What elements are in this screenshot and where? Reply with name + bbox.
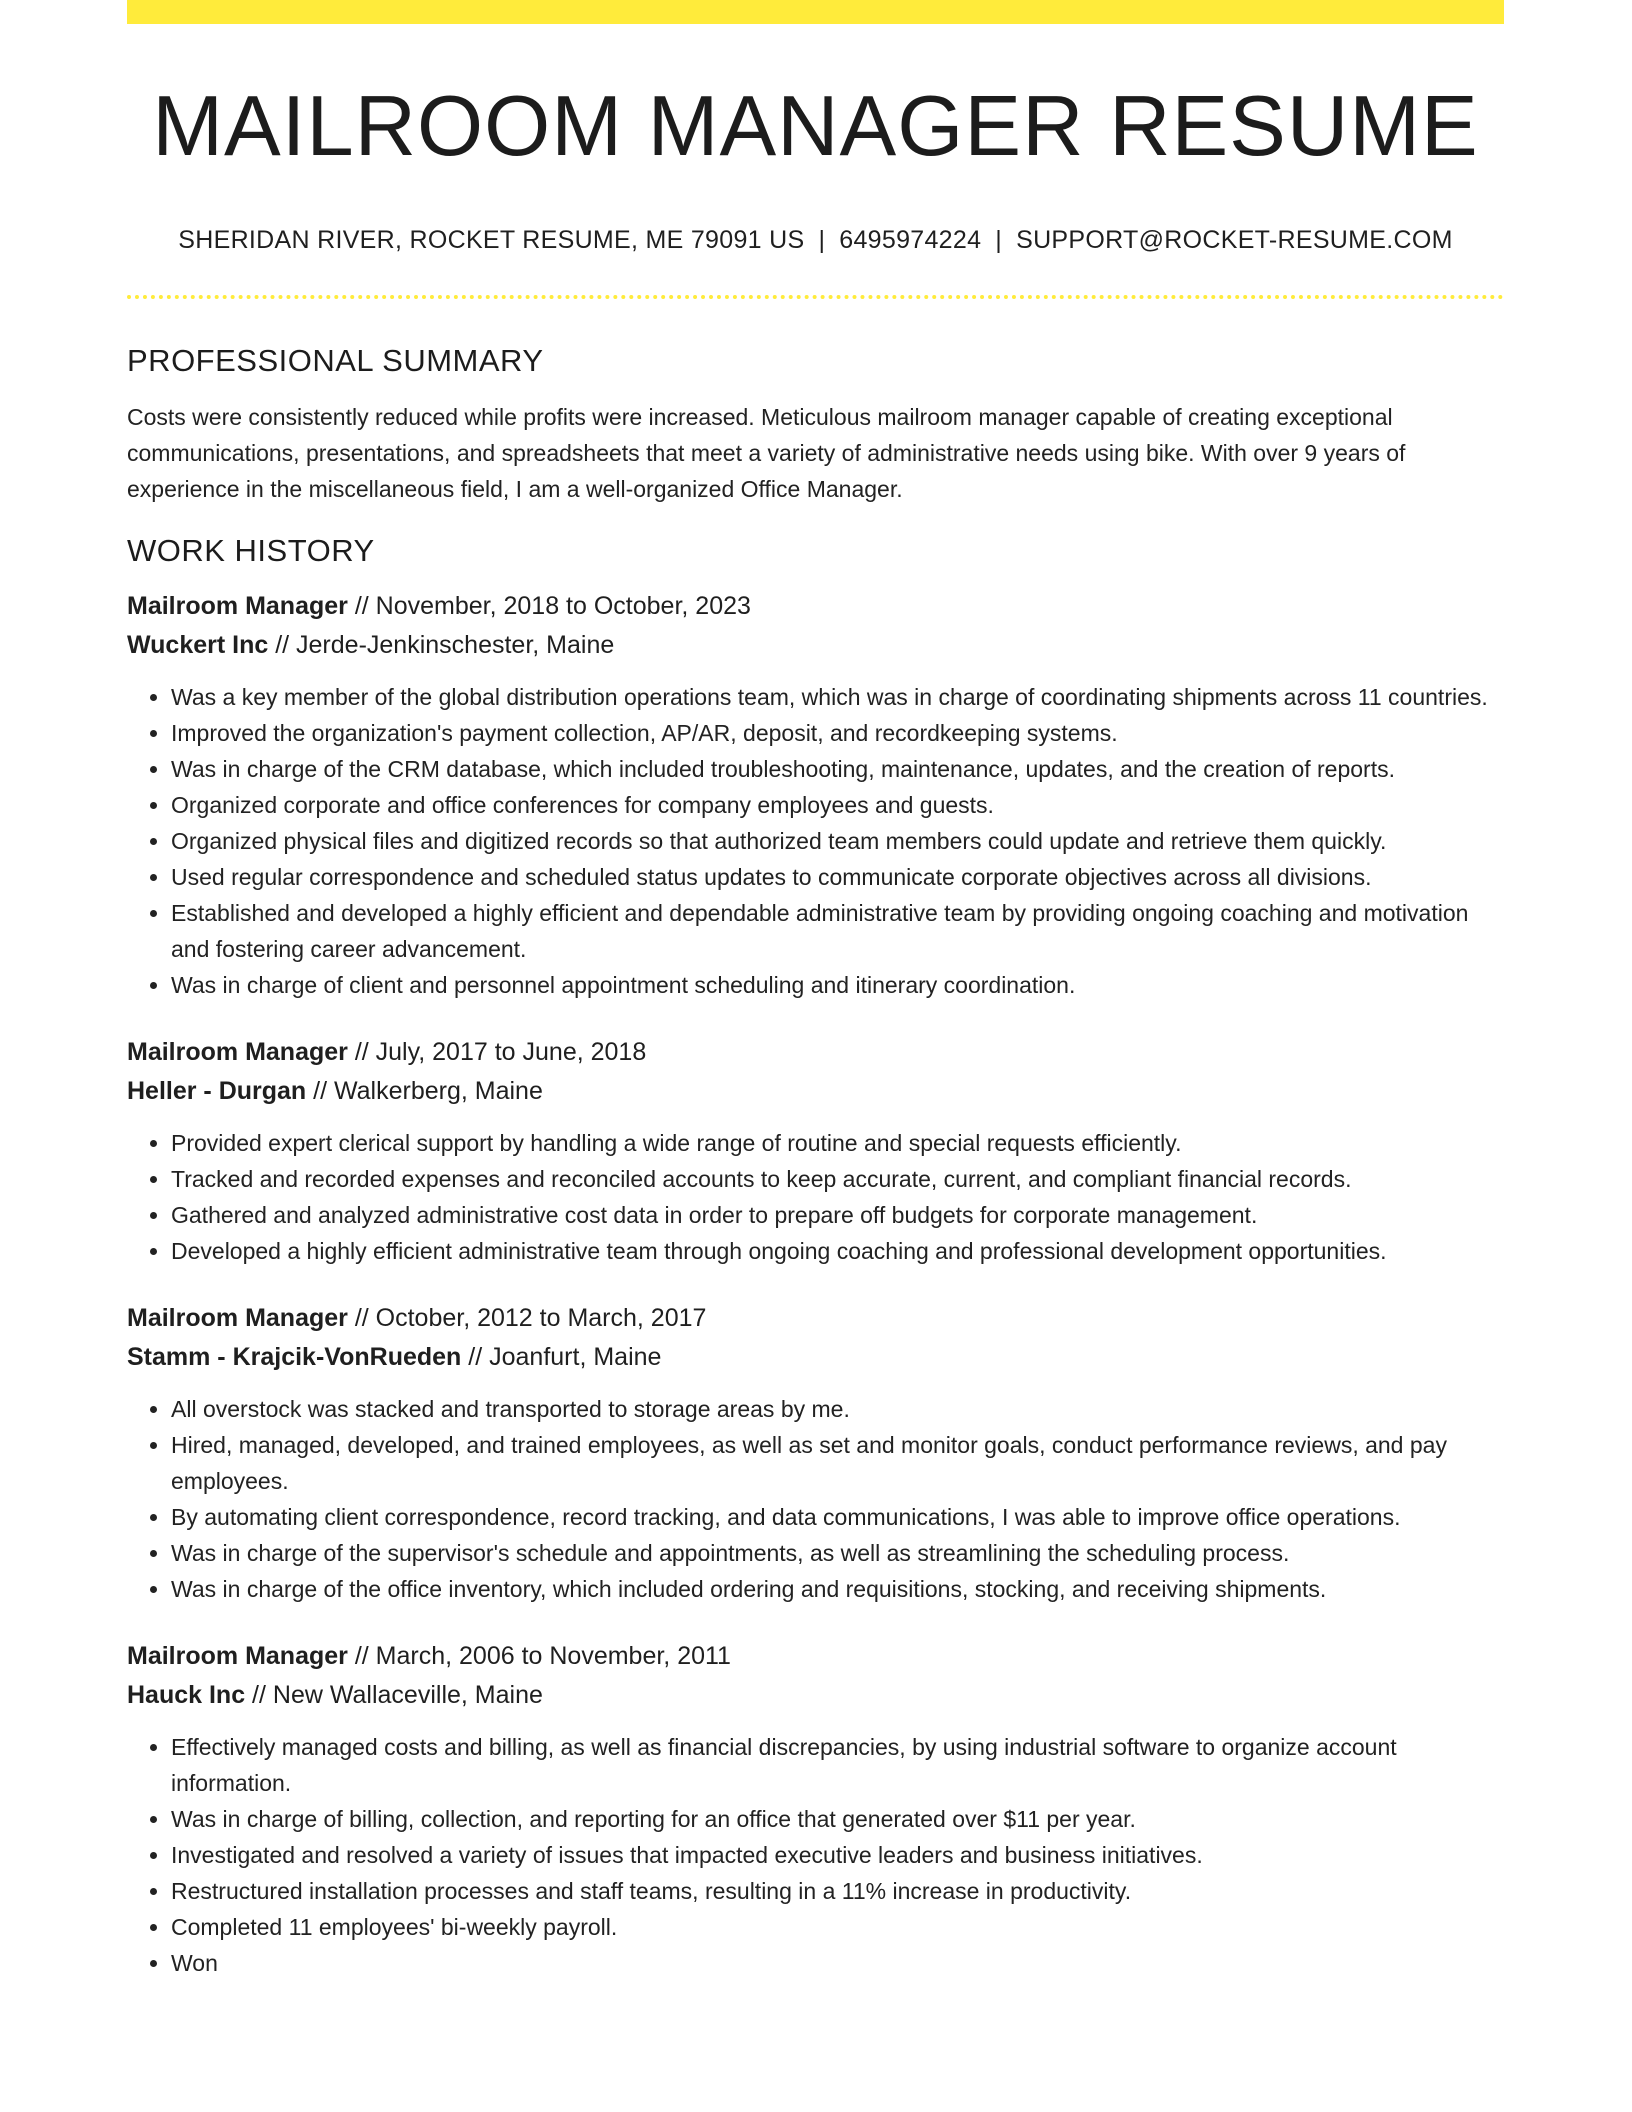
job-dates: // October, 2012 to March, 2017 [347,1303,707,1332]
job-company: Hauck Inc [127,1680,246,1709]
job-entry [127,1637,1504,1981]
bullet-item: • Was in charge of the CRM database, which included troubleshooting, maintenance, updates, and the creation of reports. [171,751,1504,787]
resume-title: MAILROOM MANAGER RESUME [152,79,1479,174]
bullet-item: • Effectively managed costs and billing, as well as financial discrepancies, by using industrial software to organize account information. [171,1729,1504,1801]
job-title-line [127,1033,1504,1072]
bullet-item: • Established and developed a highly efficient and dependable administrative team by providing ongoing coaching and motivation and fostering career advancement. [171,895,1504,967]
job-bullets [127,1125,1504,1269]
contact-address: SHERIDAN RIVER, ROCKET RESUME, ME 79091 US [178,225,805,254]
job-entry [127,587,1504,1003]
job-location: // Walkerberg, Maine [306,1076,543,1105]
resume-page [127,0,1504,1981]
bullet-item: • Organized corporate and office conferences for company employees and guests. [171,787,1504,823]
job-bullets [127,679,1504,1003]
bullet-item: • Provided expert clerical support by handling a wide range of routine and special requests efficiently. [171,1125,1504,1161]
job-dates: // July, 2017 to June, 2018 [347,1037,647,1066]
job-entry [127,1299,1504,1607]
job-dates: // March, 2006 to November, 2011 [347,1641,731,1670]
contact-separator: | [818,225,826,254]
dotted-divider [127,295,1504,299]
contact-line [127,226,1504,255]
job-title: Mailroom Manager [127,591,348,620]
job-company: Wuckert Inc [127,630,269,659]
bullet-item: • Won [171,1945,1504,1981]
bullet-item: • Improved the organization's payment collection, AP/AR, deposit, and recordkeeping systems. [171,715,1504,751]
bullet-item: • Used regular correspondence and scheduled status updates to communicate corporate objectives across all divisions. [171,859,1504,895]
bullet-item: • Was in charge of the office inventory, which included ordering and requisitions, stocking, and receiving shipments. [171,1571,1504,1607]
job-bullets [127,1729,1504,1981]
summary-text: Costs were consistently reduced while profits were increased. Meticulous mailroom manager capable of creating exceptional communications, presentations, and spreadsheets that meet a variety of administrative needs using bike. With over 9 years of experience in the miscellaneous field, I am a well-organized Office Manager. [127,403,1406,502]
job-title-line [127,587,1504,626]
job-company: Stamm - Krajcik-VonRueden [127,1342,462,1371]
job-dates: // November, 2018 to October, 2023 [347,591,751,620]
job-location: // Joanfurt, Maine [461,1342,662,1371]
job-title-line [127,1299,1504,1338]
bullet-item: • Restructured installation processes and staff teams, resulting in a 11% increase in productivity. [171,1873,1504,1909]
bullet-item: • Was in charge of client and personnel appointment scheduling and itinerary coordination. [171,967,1504,1003]
contact-email: SUPPORT@ROCKET-RESUME.COM [1016,225,1453,254]
bullet-item: • Was a key member of the global distribution operations team, which was in charge of coordinating shipments across 11 countries. [171,679,1504,715]
bullet-item: • Was in charge of the supervisor's schedule and appointments, as well as streamlining the scheduling process. [171,1535,1504,1571]
job-bullets [127,1391,1504,1607]
bullet-item: • Organized physical files and digitized records so that authorized team members could update and retrieve them quickly. [171,823,1504,859]
work-history-list [127,587,1504,1981]
bullet-item: • Was in charge of billing, collection, and reporting for an office that generated over $11 per year. [171,1801,1504,1837]
contact-separator: | [995,225,1003,254]
work-history-heading: WORK HISTORY [127,532,375,568]
job-title-line [127,1637,1504,1676]
bullet-item: • All overstock was stacked and transported to storage areas by me. [171,1391,1504,1427]
bullet-item: • Gathered and analyzed administrative cost data in order to prepare off budgets for corporate management. [171,1197,1504,1233]
job-entry [127,1033,1504,1269]
bullet-item: • Investigated and resolved a variety of issues that impacted executive leaders and business initiatives. [171,1837,1504,1873]
bullet-item: • Developed a highly efficient administrative team through ongoing coaching and professional development opportunities. [171,1233,1504,1269]
job-title: Mailroom Manager [127,1303,348,1332]
job-company-line [127,1676,1504,1715]
bullet-item: • Hired, managed, developed, and trained employees, as well as set and monitor goals, conduct performance reviews, and pay employees. [171,1427,1504,1499]
job-location: // Jerde-Jenkinschester, Maine [268,630,615,659]
summary-heading: PROFESSIONAL SUMMARY [127,342,544,378]
job-title: Mailroom Manager [127,1037,348,1066]
job-location: // New Wallaceville, Maine [245,1680,543,1709]
job-company-line [127,1338,1504,1377]
job-title: Mailroom Manager [127,1641,348,1670]
top-accent-bar [127,0,1504,24]
job-company-line [127,1072,1504,1111]
job-company: Heller - Durgan [127,1076,307,1105]
job-company-line [127,626,1504,665]
bullet-item: • Completed 11 employees' bi-weekly payroll. [171,1909,1504,1945]
bullet-item: • Tracked and recorded expenses and reconciled accounts to keep accurate, current, and compliant financial records. [171,1161,1504,1197]
bullet-item: • By automating client correspondence, record tracking, and data communications, I was able to improve office operations. [171,1499,1504,1535]
contact-phone: 6495974224 [839,225,982,254]
